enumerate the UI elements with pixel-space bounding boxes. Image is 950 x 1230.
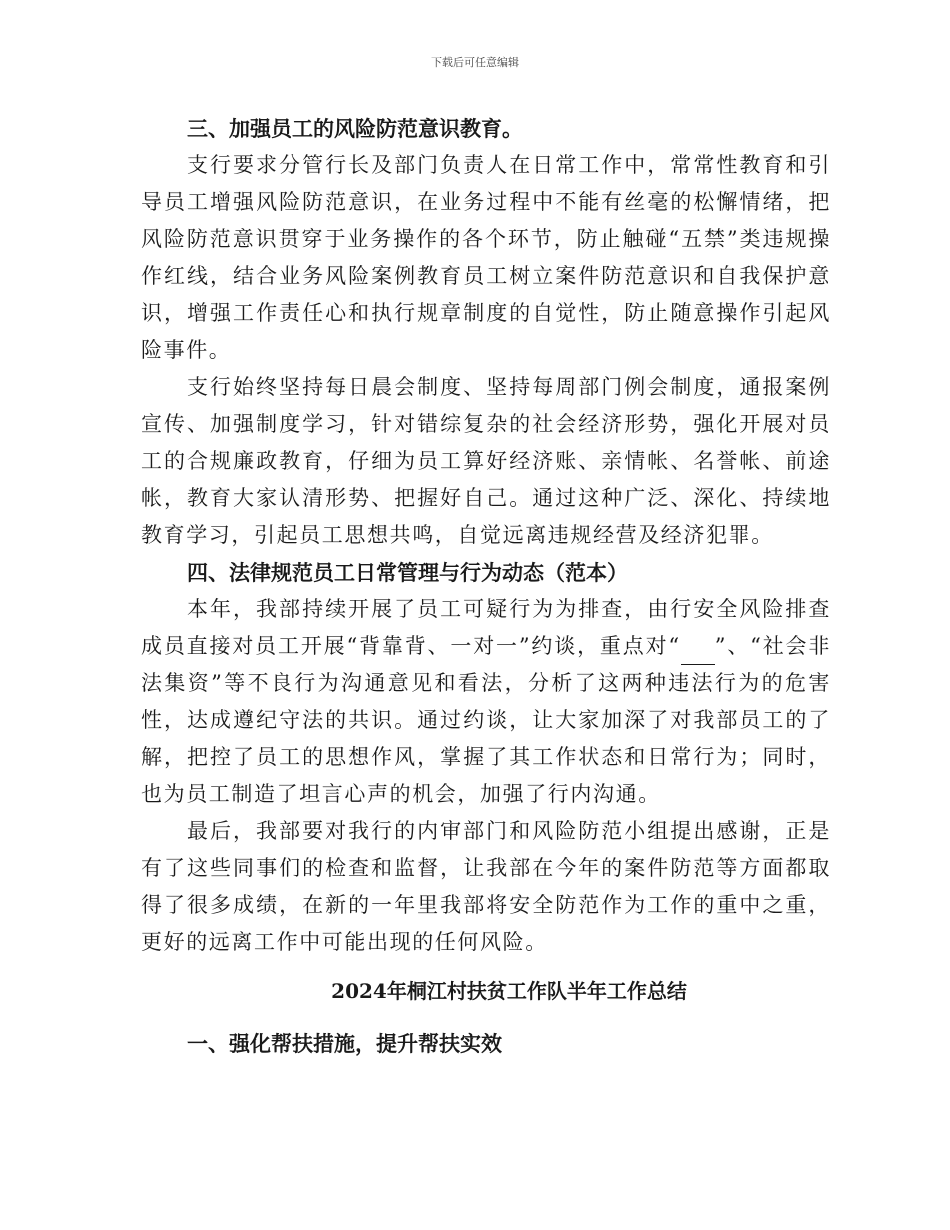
section-heading: 三、加强员工的风险防范意识教育。: [187, 116, 523, 141]
document-title: 2024年桐江村扶贫工作队半年工作总结: [331, 979, 687, 1003]
paragraph: 最后，我部要对我行的内审部门和风险防范小组提出感谢，正是有了这些同事们的检查和监督，让我部在今年的案件防范等方面都取得了很多成绩，在新的一年里我部将安全防范作为工作的重中之重，更好的远离工作中可能出现的任何风险。: [141, 819, 831, 954]
paragraph: 支行要求分管行长及部门负责人在日常工作中，常常性教育和引导员工增强风险防范意识，在业务过程中不能有丝毫的松懈情绪，把风险防范意识贯穿于业务操作的各个环节，防止触碰“五禁”类违规操作红线，结合业务风险案例教育员工树立案件防范意识和自我保护意识，增强工作责任心和执行规章制度的自觉性，防止随意操作引起风险事件。: [141, 153, 831, 362]
paragraph-text: 本年，我部持续开展了员工可疑行为为排查，由行安全风险排查成员直接对员工开展“背靠背、一对一”约谈，重点对“: [141, 597, 831, 658]
paragraph: [141, 591, 831, 813]
document-body: [141, 110, 831, 1062]
section-heading: 一、强化帮扶措施，提升帮扶实效: [187, 1031, 502, 1056]
page-header-note: 下载后可任意编辑: [431, 56, 519, 69]
blank-underline: [681, 644, 715, 665]
paragraph-text: ”、“社会非法集资”等不良行为沟通意见和看法，分析了这两种违法行为的危害性，达成遵纪守法的共识。通过约谈，让大家加深了对我部员工的了解，把控了员工的思想作风，掌握了其工作状态和日常行为；同时，也为员工制造了坦言心声的机会，加强了行内沟通。: [141, 634, 831, 806]
section-heading: 四、法律规范员工日常管理与行为动态（范本）: [187, 560, 628, 585]
paragraph: 支行始终坚持每日晨会制度、坚持每周部门例会制度，通报案例宣传、加强制度学习，针对错综复杂的社会经济形势，强化开展对员工的合规廉政教育，仔细为员工算好经济账、亲情帐、名誉帐、前途帐，教育大家认清形势、把握好自己。通过这种广泛、深化、持续地教育学习，引起员工思想共鸣，自觉远离违规经营及经济犯罪。: [141, 375, 831, 547]
